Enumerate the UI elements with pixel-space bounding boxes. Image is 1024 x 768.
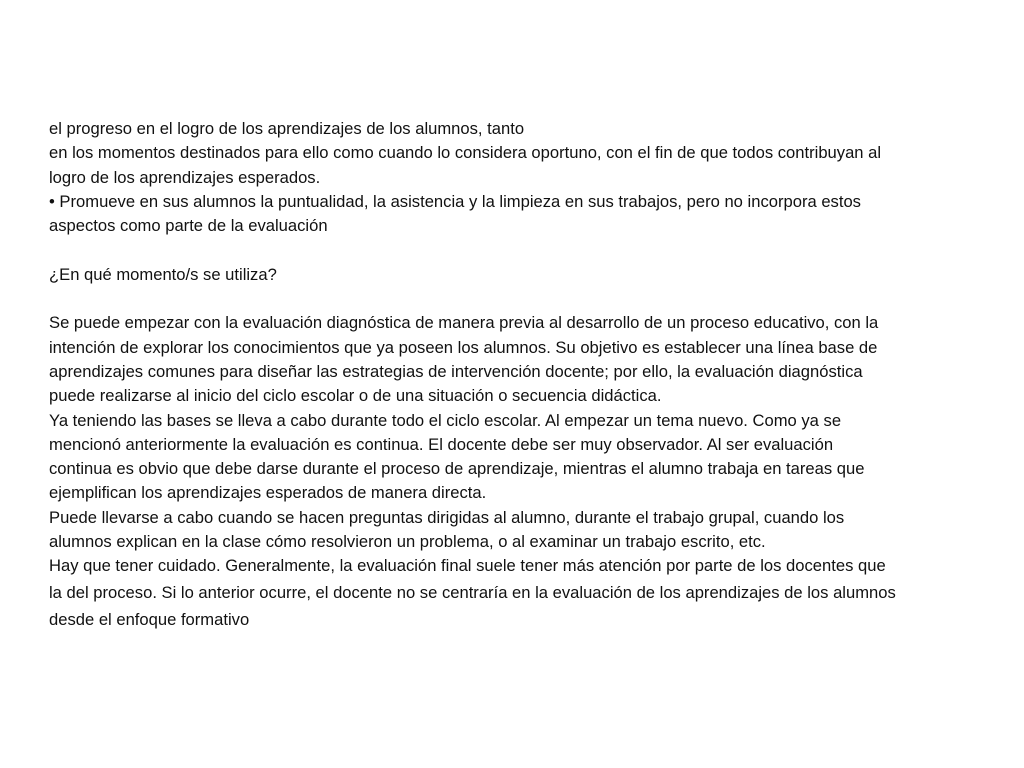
paragraph-line: el progreso en el logro de los aprendizajes de los alumnos, tanto <box>49 119 525 138</box>
paragraph-line: aprendizajes comunes para diseñar las estrategias de intervención docente; por ello, la evaluación diagnóstica <box>49 361 863 381</box>
final-lines <box>49 579 979 634</box>
paragraph-line: Puede llevarse a cabo cuando se hacen preguntas dirigidas al alumno, durante el trabajo grupal, cuando los <box>49 507 845 527</box>
bullet-line: • Promueve en sus alumnos la puntualidad, la asistencia y la limpieza en sus trabajos, pero no incorpora estos <box>49 191 861 211</box>
paragraph-line: la del proceso. Si lo anterior ocurre, el docente no se centraría en la evaluación de los aprendizajes de los alumnos <box>49 582 896 602</box>
paragraph-line: desde el enfoque formativo <box>49 610 250 630</box>
paragraph-line: Hay que tener cuidado. Generalmente, la evaluación final suele tener más atención por parte de los docentes que <box>49 556 886 576</box>
blank-line <box>49 287 979 311</box>
paragraph-line: Ya teniendo las bases se lleva a cabo durante todo el ciclo escolar. Al empezar un tema nuevo. Como ya se <box>49 410 842 430</box>
paragraph-line: Se puede empezar con la evaluación diagnóstica de manera previa al desarrollo de un proceso educativo, con la <box>49 313 879 333</box>
paragraph-line: en los momentos destinados para ello como cuando lo considera oportuno, con el fin de que todos contribuyan al <box>49 143 882 163</box>
slide-text-body <box>49 117 979 634</box>
paragraph-line: intención de explorar los conocimientos que ya poseen los alumnos. Su objetivo es establecer una línea base de <box>49 337 878 357</box>
paragraph-line: mencionó anteriormente la evaluación es continua. El docente debe ser muy observador. Al ser evaluación <box>49 434 834 454</box>
paragraph-line: ejemplifican los aprendizajes esperados de manera directa. <box>49 483 487 503</box>
paragraph-line: logro de los aprendizajes esperados. <box>49 167 321 187</box>
paragraph-line: puede realizarse al inicio del ciclo escolar o de una situación o secuencia didáctica. <box>49 386 662 406</box>
paragraph-line: alumnos explican en la clase cómo resolvieron un problema, o al examinar un trabajo escrito, etc. <box>49 532 766 552</box>
paragraph-line: aspectos como parte de la evaluación <box>49 216 328 236</box>
section-heading: ¿En qué momento/s se utiliza? <box>49 264 277 284</box>
paragraph-line: continua es obvio que debe darse durante el proceso de aprendizaje, mientras el alumno trabaja en tareas que <box>49 459 865 479</box>
blank-line <box>49 238 979 262</box>
